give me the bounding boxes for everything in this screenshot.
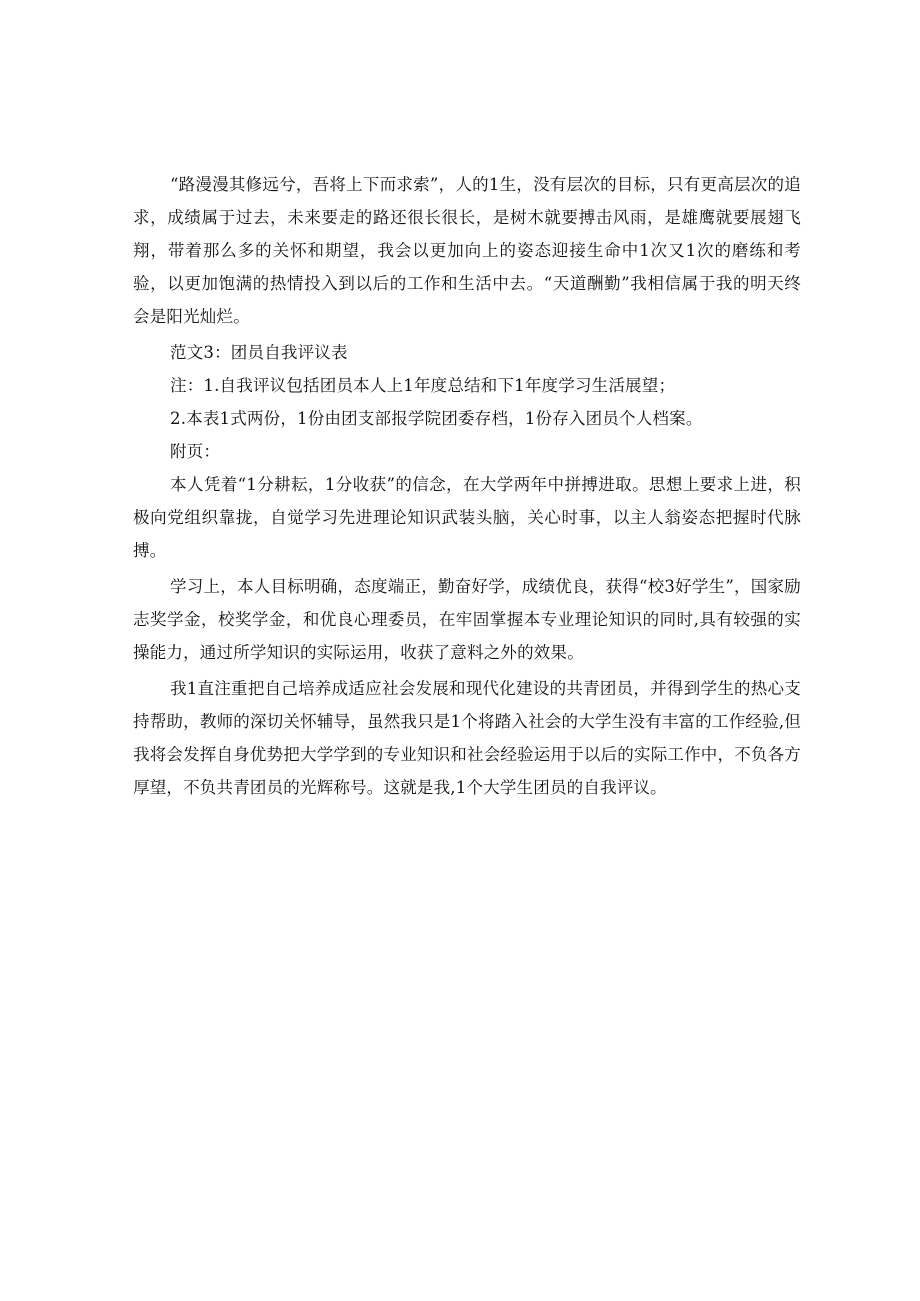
document-body: [133, 168, 801, 807]
section-heading-sample-3: 范文3：团员自我评议表: [170, 343, 348, 362]
paragraph-closing-reflection: “路漫漫其修远兮，吾将上下而求索”，人的1生，没有层次的目标，只有更高层次的追求，成绩属于过去，未来要走的路还很长很长，是树木就要搏击风雨，是雄鹰就要展翅飞翔，带着那么多的关怀和期望，我会以更加向上的姿态迎接生命中1次又1次的磨练和考验，以更加饱满的热情投入到以后的工作和生活中去。“天道酬勤”我相信属于我的明天终会是阳光灿烂。: [133, 175, 801, 326]
appendix-label: 附页：: [170, 442, 221, 461]
paragraph-study: 学习上，本人目标明确，态度端正，勤奋好学，成绩优良，获得“校3好学生”，国家励志奖学金，校奖学金，和优良心理委员，在牢固掌握本专业理论知识的同时,具有较强的实操能力，通过所学知识的实际运用，收获了意料之外的效果。: [133, 577, 801, 662]
paragraph-ideology: 本人凭着“1分耕耘，1分收获”的信念，在大学两年中拼搏进取。思想上要求上进，积极向党组织靠拢，自觉学习先进理论知识武装头脑，关心时事，以主人翁姿态把握时代脉搏。: [133, 475, 801, 560]
paragraph-self-evaluation: 我1直注重把自己培养成适应社会发展和现代化建设的共青团员，并得到学生的热心支持帮助，教师的深切关怀辅导，虽然我只是1个将踏入社会的大学生没有丰富的工作经验,但我将会发挥自身优势把大学学到的专业知识和社会经验运用于以后的实际工作中，不负各方厚望，不负共青团员的光辉称号。这就是我,1个大学生团员的自我评议。: [133, 679, 801, 797]
note-line-2: 2.本表1式两份，1份由团支部报学院团委存档，1份存入团员个人档案。: [170, 409, 703, 428]
note-line-1: 注：1.自我评议包括团员本人上1年度总结和下1年度学习生活展望；: [170, 376, 676, 395]
